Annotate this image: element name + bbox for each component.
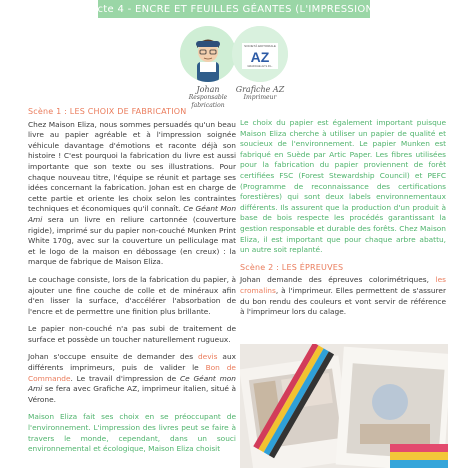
bon-de-commande-link: Bon de Commande <box>28 363 236 383</box>
grafiche-name: Grafiche AZ <box>235 85 285 94</box>
grafiche-caption <box>225 86 295 102</box>
scene2-paragraph: Johan demande des épreuves colorimétriques, les cromalins, à l'imprimeur. Elles permettent de s'assurer du bon rendu des couleurs et vont servir de référence à l'imprimeur lors du calage. <box>240 275 446 317</box>
logo-mark: AZ <box>250 49 270 65</box>
scene1-paragraph-4: Johan s'occupe ensuite de demander des devis aux différents imprimeurs, puis de valider le Bon de Commande. Le travail d'impression de Ce Géant mon Ami se fera avec Grafiche AZ, imprimeur italien, situé à Vérone. <box>28 352 237 404</box>
cromalins-link: les cromalins <box>240 275 446 295</box>
right-column <box>240 118 446 325</box>
scene2-title: Scène 2 : LES ÉPREUVES <box>240 262 344 272</box>
scene1-paragraph-2: Le couchage consiste, lors de la fabrication du papier, à ajouter une fine couche de colle et de minéraux afin d'en lisser la surface, d'accélérer l'absorbation de l'encre et de permettre une finition plus brillante. <box>28 274 236 316</box>
logo-top-text: SOCIETÀ EDITORIALE <box>244 44 276 48</box>
grafiche-az-logo <box>232 26 288 82</box>
scene1-paragraph-3: Le papier non-couché n'a pas subi de traitement de surface et possède un toucher naturellement rugueux. <box>28 324 236 344</box>
left-column <box>28 107 236 462</box>
johan-role-2: fabrication <box>191 102 225 109</box>
scene1-paragraph-1: Chez Maison Eliza, nous sommes persuadés qu'un beau livre au papier agréable et à l'impression soignée véhicule davantage d'émotions et raconte déjà son histoire ! C'est pourquoi la fabrication du livre est aussi importante que son texte ou ses illustrations. Pour chaque nouveau titre, l'équipe se réunit et partage ses idées concernant la fabrication. Johan est en charge de cette partie et oriente les choix selon les contraintes techniques et économiques qu'il connaît. Ce Géant Mon Ami sera un livre en reliure cartonnée (couverture rigide), imprimé sur du papier non-couché Munken Print White 170g, avec sur la couverture un pelliculage mat et le logo de la maison en débossage (en creux) : la marque de fabrique de Maison Eliza. <box>28 119 237 267</box>
paper-paragraph: Le choix du papier est également important puisque Maison Eliza cherche à utiliser un papier de qualité et soucieux de l'environnement. Le papier Munken est fabriqué en Suède par Artic Paper. Les fibres utilisées pour la fabrication du papier proviennent de forêt certifiées FSC (Forest Stewardship Council) et PEFC (Programme de reconnaissance des certifications forestières) qui sont deux labels environnementaux différents. Ils assurent que la production d'un produit à base de bois respecte les procédés garantissant la gestion responsable et durable des forêts. Chez Maison Eliza, il est important que pour chaque arbre abattu, un autre soit replanté. <box>240 118 446 255</box>
devis-link: devis <box>197 352 218 362</box>
act-banner: Acte 4 - ENCRE ET FEUILLES GÉANTES (L'IMPRESSION) <box>98 0 370 18</box>
scene1-paragraph-5: Maison Eliza fait ses choix en se préoccupant de l'environnement. L'impression des livres peut se faire à travers le monde, cependant, dans un souci environnemental et écologique, Maison Eliza choisit <box>28 412 236 454</box>
proof-photo <box>240 344 448 468</box>
johan-avatar <box>180 26 236 82</box>
grafiche-role: Imprimeur <box>243 94 277 101</box>
logo-bottom-text: GRAFICHE AZ S.R.L. <box>247 65 273 68</box>
scene1-title: Scène 1 : LES CHOIX DE FABRICATION <box>28 107 187 116</box>
johan-role: Responsable <box>188 94 228 101</box>
johan-name: Johan <box>196 85 220 94</box>
